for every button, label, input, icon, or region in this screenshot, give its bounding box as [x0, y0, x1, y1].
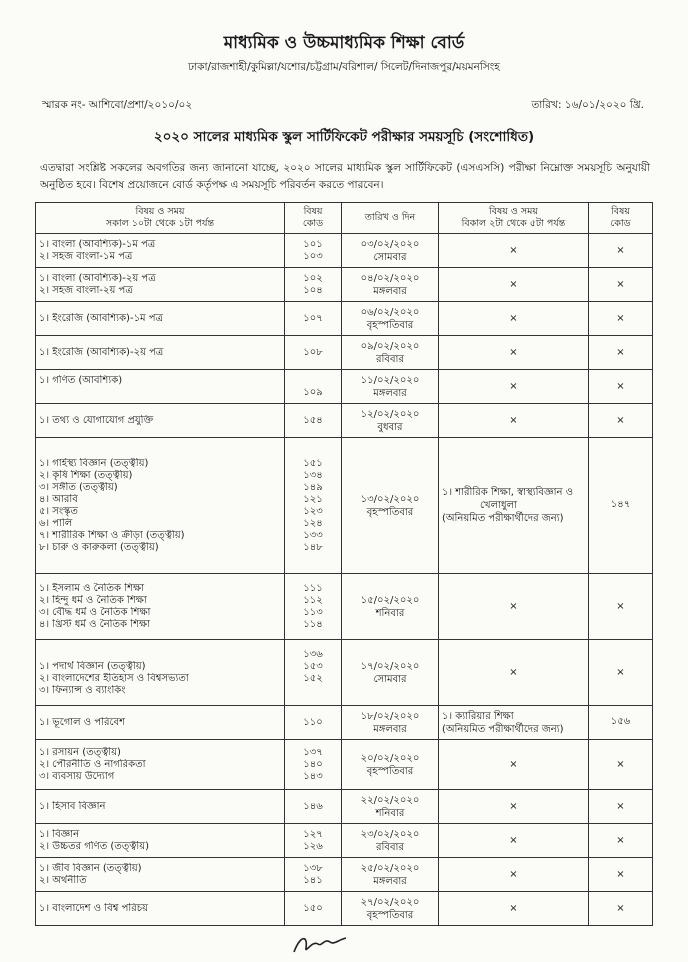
codes-cell — [285, 302, 342, 336]
afternoon-code-cell: × — [589, 404, 653, 438]
afternoon-cell — [439, 574, 589, 640]
afternoon-item: ১। শারীরিক শিক্ষা, স্বাস্থ্যবিজ্ঞান ও — [442, 487, 574, 498]
afternoon-code-cell: × — [589, 234, 653, 268]
afternoon-cell — [439, 892, 589, 926]
subject-code: ১৫১ — [303, 457, 323, 469]
table-row — [36, 404, 653, 438]
date-cell — [342, 640, 439, 706]
subjects-cell — [36, 790, 285, 824]
subject-item: ১। ইসলাম ও নৈতিক শিক্ষা — [39, 582, 145, 594]
subjects-cell — [36, 892, 285, 926]
subjects-cell — [36, 234, 285, 268]
subject-item: ২। সহজ বাংলা-২য় পত্র — [39, 284, 133, 296]
subject-item: ২। হিন্দু ধর্ম ও নৈতিক শিক্ষা — [39, 594, 147, 606]
afternoon-code-cell: × — [589, 370, 653, 404]
header-code2-line2: কোড — [610, 218, 631, 229]
schedule-body — [36, 234, 653, 926]
exam-day: রবিবার — [376, 353, 404, 365]
date-cell — [342, 302, 439, 336]
table-row — [36, 268, 653, 302]
afternoon-cell — [439, 370, 589, 404]
exam-date: ১৮/০২/২০২০ — [360, 710, 420, 722]
exam-date: ০৯/০২/২০২০ — [360, 340, 420, 352]
subject-item: ১। বিজ্ঞান — [39, 828, 80, 840]
subject-code: ১৪১ — [303, 874, 323, 886]
afternoon-cell — [439, 740, 589, 790]
date-cell — [342, 404, 439, 438]
exam-day: সোমবার — [373, 673, 407, 685]
subject-item: ১। ভূগোল ও পরিবেশ — [39, 716, 125, 728]
exam-date: ১২/০২/২০২০ — [360, 408, 420, 420]
subject-code: ১৩৮ — [303, 862, 323, 874]
exam-day: বৃহস্পতিবার — [366, 765, 414, 777]
subject-item: ৩। ফিন্যান্স ও ব্যাংকিং — [39, 684, 126, 696]
document-title: ২০২০ সালের মাধ্যমিক স্কুল সার্টিফিকেট পরীক্ষার সময়সূচি (সংশোধিত) — [153, 129, 535, 145]
afternoon-cell — [439, 858, 589, 892]
subjects-cell — [36, 268, 285, 302]
subject-item: ১। পদার্থ বিজ্ঞান (তত্ত্বীয়) — [39, 660, 146, 672]
subject-item: ৪। আরবি — [39, 493, 78, 505]
header-morning-time: সকাল ১০টা থেকে ১টা পর্যন্ত — [105, 218, 215, 229]
codes-cell — [285, 404, 342, 438]
subject-code: ১০৭ — [303, 312, 323, 324]
subject-item: ২। উচ্চতর গণিত (তত্ত্বীয়) — [39, 840, 150, 852]
header-morning-title: বিষয় ও সময় — [135, 206, 185, 217]
subject-code: ১৩৬ — [303, 648, 323, 660]
subject-item: ১। গার্হস্থ্য বিজ্ঞান (তত্ত্বীয়) — [39, 457, 149, 469]
subject-item: ৩। সঙ্গীত (তত্ত্বীয়) — [39, 481, 118, 493]
subject-code: ১৪৬ — [303, 800, 323, 812]
date-cell — [342, 824, 439, 858]
afternoon-cell — [439, 302, 589, 336]
subjects-cell — [36, 302, 285, 336]
subjects-cell — [36, 370, 285, 404]
codes-cell — [285, 370, 342, 404]
memo-number: স্মারক নং- আশিবো/প্রশা/২০১০/০২ — [42, 99, 193, 111]
subject-item — [39, 649, 281, 661]
signature — [290, 930, 350, 958]
subject-code: ১০১ — [303, 238, 323, 250]
subject-item: ৩। ব্যবসায় উদ্যোগ — [39, 770, 115, 782]
intro-paragraph: এতদ্বারা সংশ্লিষ্ট সকলের অবগতির জন্য জানানো যাচ্ছে, ২০২০ সালের মাধ্যমিক স্কুল সার্টিফিকেট (এসএসসি) পরীক্ষা নিম্নোক্ত সময়সূচি অনুযায়ী অনুষ্ঠিত হবে। বিশেষ প্রয়োজনে বোর্ড কর্তৃপক্ষ এ সময়সূচি পরিবর্তন করতে পারবেন। — [40, 162, 650, 191]
afternoon-code-cell: × — [589, 336, 653, 370]
subject-code: ১৪৮ — [303, 541, 323, 553]
subject-item: ১। ইংরেজি (আবশ্যিক)-১ম পত্র — [39, 312, 163, 324]
afternoon-item: × — [509, 313, 518, 324]
table-row — [36, 370, 653, 404]
afternoon-cell — [439, 824, 589, 858]
header-afternoon-time: বিকাল ২টা থেকে ৫টা পর্যন্ত — [461, 218, 566, 229]
header-morning — [36, 203, 285, 234]
afternoon-item: × — [509, 835, 518, 846]
subjects-cell — [36, 404, 285, 438]
afternoon-code-cell: × — [589, 824, 653, 858]
subjects-cell — [36, 858, 285, 892]
subject-item: ২। বাংলাদেশের ইতিহাস ও বিশ্বসভ্যতা — [39, 672, 189, 684]
subject-item: ১। হিসাব বিজ্ঞান — [39, 800, 106, 812]
afternoon-item: (অনিয়মিত পরীক্ষার্থীদের জন্য) — [442, 723, 564, 735]
exam-day: রবিবার — [376, 841, 404, 853]
subject-item: ১। রসায়ন (তত্ত্বীয়) — [39, 746, 121, 758]
subject-code: ১২১ — [303, 493, 323, 505]
subject-item: ১। তথ্য ও যোগাযোগ প্রযুক্তি — [39, 414, 154, 426]
codes-cell — [285, 892, 342, 926]
header-code-line2: কোড — [302, 218, 324, 229]
date-cell — [342, 336, 439, 370]
exam-date: ১৭/০২/২০২০ — [360, 660, 420, 672]
afternoon-code-cell: × — [589, 740, 653, 790]
subject-code: ১২৪ — [303, 517, 323, 529]
table-row — [36, 302, 653, 336]
exam-date: ১৫/০২/২০২০ — [360, 594, 420, 606]
subject-item: ৭। শারীরিক শিক্ষা ও ক্রীড়া (তত্ত্বীয়) — [39, 529, 185, 541]
subject-code: ১৩৪ — [303, 469, 323, 481]
exam-date: ২০/০২/২০২০ — [360, 752, 420, 764]
table-row — [36, 336, 653, 370]
exam-date: ০৬/০২/২০২০ — [360, 306, 420, 318]
subject-code: ১২৬ — [303, 840, 323, 852]
exam-date: ০৪/০২/২০২০ — [360, 272, 420, 284]
header-code-line1: বিষয় — [303, 206, 323, 217]
afternoon-code-cell: × — [589, 892, 653, 926]
codes-cell — [285, 640, 342, 706]
afternoon-code-cell: × — [589, 302, 653, 336]
table-row — [36, 892, 653, 926]
afternoon-item: × — [509, 601, 518, 612]
afternoon-cell — [439, 234, 589, 268]
afternoon-code-cell: × — [589, 790, 653, 824]
document-date: তারিখ: ১৬/০১/২০২০ খ্রি. — [531, 99, 644, 111]
codes-cell — [285, 574, 342, 640]
subject-code: ১২৭ — [303, 828, 323, 840]
subject-code: ১০৮ — [303, 346, 323, 358]
afternoon-item: × — [509, 245, 518, 256]
subject-code: ১০৩ — [303, 250, 323, 262]
subject-code: ১৩৭ — [303, 746, 323, 758]
codes-cell — [285, 858, 342, 892]
table-row — [36, 858, 653, 892]
exam-day: বুধবার — [377, 421, 403, 433]
exam-day: সোমবার — [373, 251, 407, 263]
header-date: তারিখ ও দিন — [342, 203, 439, 234]
subject-item — [39, 387, 281, 399]
afternoon-cell — [439, 336, 589, 370]
subject-code: ১১১ — [303, 582, 323, 594]
date-cell — [342, 706, 439, 740]
afternoon-item: × — [509, 381, 518, 392]
afternoon-item: খেলাধুলা — [480, 500, 517, 511]
afternoon-item: × — [509, 415, 518, 426]
table-row — [36, 706, 653, 740]
date-cell — [342, 370, 439, 404]
date-cell — [342, 234, 439, 268]
header-afternoon-title: বিষয় ও সময় — [488, 206, 539, 217]
table-row — [36, 234, 653, 268]
subjects-cell — [36, 824, 285, 858]
afternoon-item: × — [509, 279, 518, 290]
subject-code — [288, 685, 338, 697]
date-cell — [342, 892, 439, 926]
subjects-cell — [36, 706, 285, 740]
afternoon-code-cell: × — [589, 858, 653, 892]
exam-date: ২৭/০২/২০২০ — [360, 896, 420, 908]
codes-cell — [285, 268, 342, 302]
subject-code: ১৪০ — [303, 758, 323, 770]
codes-cell — [285, 706, 342, 740]
exam-day: মঙ্গলবার — [373, 875, 407, 887]
afternoon-item: × — [509, 903, 518, 914]
subject-code: ১৫০ — [303, 902, 323, 914]
codes-cell — [285, 740, 342, 790]
subjects-cell — [36, 574, 285, 640]
afternoon-item: ১। ক্যারিয়ার শিক্ষা — [442, 710, 514, 722]
afternoon-cell — [439, 404, 589, 438]
codes-cell — [285, 790, 342, 824]
board-cities: ঢাকা/রাজশাহী/কুমিল্লা/যশোর/চট্টগ্রাম/বরিশাল/ সিলেট/দিনাজপুর/ময়মনসিংহ — [188, 61, 500, 73]
exam-date: ২৩/০২/২০২০ — [360, 828, 420, 840]
afternoon-cell — [439, 706, 589, 740]
afternoon-code-cell: × — [589, 640, 653, 706]
subject-item: ২। অর্থনীতি — [39, 874, 87, 886]
codes-cell — [285, 824, 342, 858]
subjects-cell — [36, 740, 285, 790]
exam-day: মঙ্গলবার — [373, 723, 407, 735]
afternoon-cell — [439, 790, 589, 824]
afternoon-item: × — [509, 759, 518, 770]
table-row — [36, 740, 653, 790]
table-row — [36, 790, 653, 824]
exam-date: ২২/০২/২০২০ — [360, 794, 420, 806]
subject-item: ৩। বৌদ্ধ ধর্ম ও নৈতিক শিক্ষা — [39, 606, 151, 618]
codes-cell — [285, 438, 342, 574]
afternoon-code-cell: × — [589, 268, 653, 302]
exam-date: ১১/০২/২০২০ — [360, 374, 420, 386]
subject-code: ১২৩ — [303, 505, 323, 517]
table-header-row — [36, 203, 653, 234]
table-row — [36, 640, 653, 706]
subject-item: ২। সহজ বাংলা-১ম পত্র — [39, 250, 133, 262]
subject-item: ১। বাংলা (আবশ্যিক)-১ম পত্র — [39, 238, 156, 250]
exam-date: ২৫/০২/২০২০ — [360, 862, 420, 874]
subject-code: ১১৩ — [303, 606, 323, 618]
subject-code: ১৪৯ — [303, 481, 323, 493]
date-cell — [342, 438, 439, 574]
subject-item: ২। কৃষি শিক্ষা (তত্ত্বীয়) — [39, 469, 133, 481]
subject-item: ১। জীব বিজ্ঞান (তত্ত্বীয়) — [39, 862, 142, 874]
codes-cell — [285, 336, 342, 370]
subject-item: ৫। সংস্কৃত — [39, 505, 78, 517]
board-name: মাধ্যমিক ও উচ্চমাধ্যমিক শিক্ষা বোর্ড — [223, 33, 465, 53]
subject-item: ৮। চারু ও কারুকলা (তত্ত্বীয়) — [39, 541, 159, 553]
subject-code: ১৫৩ — [303, 660, 323, 672]
date-cell — [342, 574, 439, 640]
afternoon-code-cell: ১৫৬ — [589, 706, 653, 740]
subject-code: ১৫২ — [303, 672, 323, 684]
subject-item: ৪। খ্রিস্ট ধর্ম ও নৈতিক শিক্ষা — [39, 618, 151, 630]
subject-code — [288, 375, 338, 387]
subject-code: ১১০ — [303, 716, 323, 728]
table-row — [36, 574, 653, 640]
subject-code: ১০২ — [303, 272, 323, 284]
exam-date: ০৩/০২/২০২০ — [360, 238, 420, 250]
subject-code: ১০৯ — [303, 386, 323, 398]
exam-day: বৃহস্পতিবার — [366, 506, 414, 518]
table-row — [36, 438, 653, 574]
exam-day: বৃহস্পতিবার — [366, 909, 414, 921]
exam-day: মঙ্গলবার — [373, 285, 407, 297]
subject-item: ১। বাংলাদেশ ও বিশ্ব পরিচয় — [39, 902, 149, 914]
subjects-cell — [36, 438, 285, 574]
header-afternoon — [439, 203, 589, 234]
afternoon-item: × — [509, 347, 518, 358]
subject-code: ১৪৩ — [303, 770, 323, 782]
header-code-2 — [589, 203, 653, 234]
exam-day: শনিবার — [375, 607, 405, 619]
date-cell — [342, 858, 439, 892]
subject-code: ১১৪ — [303, 618, 323, 630]
subject-item: ১। ইংরেজি (আবশ্যিক)-২য় পত্র — [39, 346, 164, 358]
codes-cell — [285, 234, 342, 268]
exam-day: বৃহস্পতিবার — [366, 319, 414, 331]
afternoon-cell — [439, 438, 589, 574]
subject-item: ৬। পালি — [39, 517, 73, 529]
date-cell — [342, 740, 439, 790]
subject-code: ১৩৩ — [303, 529, 323, 541]
afternoon-item: × — [509, 801, 518, 812]
subjects-cell — [36, 640, 285, 706]
subject-code: ১০৪ — [303, 284, 323, 296]
afternoon-cell — [439, 268, 589, 302]
exam-date: ১৩/০২/২০২০ — [360, 493, 420, 505]
subject-code: ১১২ — [303, 594, 323, 606]
header-code2-line1: বিষয় — [611, 206, 630, 217]
afternoon-item: × — [509, 869, 518, 880]
afternoon-code-cell: × — [589, 574, 653, 640]
subject-item: ২। পৌরনীতি ও নাগরিকতা — [39, 758, 146, 770]
afternoon-item: (অনিয়মিত পরীক্ষার্থীদের জন্য) — [442, 513, 564, 524]
exam-day: শনিবার — [375, 807, 405, 819]
exam-schedule-table — [35, 202, 653, 926]
afternoon-cell — [439, 640, 589, 706]
afternoon-item: × — [509, 667, 518, 678]
subject-item: ১। গণিত (আবশ্যিক) — [39, 374, 123, 386]
subjects-cell — [36, 336, 285, 370]
exam-day: মঙ্গলবার — [373, 387, 407, 399]
subject-code: ১৫৪ — [303, 414, 323, 426]
subject-item: ১। বাংলা (আবশ্যিক)-২য় পত্র — [39, 272, 156, 284]
header-code — [285, 203, 342, 234]
table-row — [36, 824, 653, 858]
date-cell — [342, 790, 439, 824]
date-cell — [342, 268, 439, 302]
afternoon-code-cell: ১৪৭ — [589, 438, 653, 574]
